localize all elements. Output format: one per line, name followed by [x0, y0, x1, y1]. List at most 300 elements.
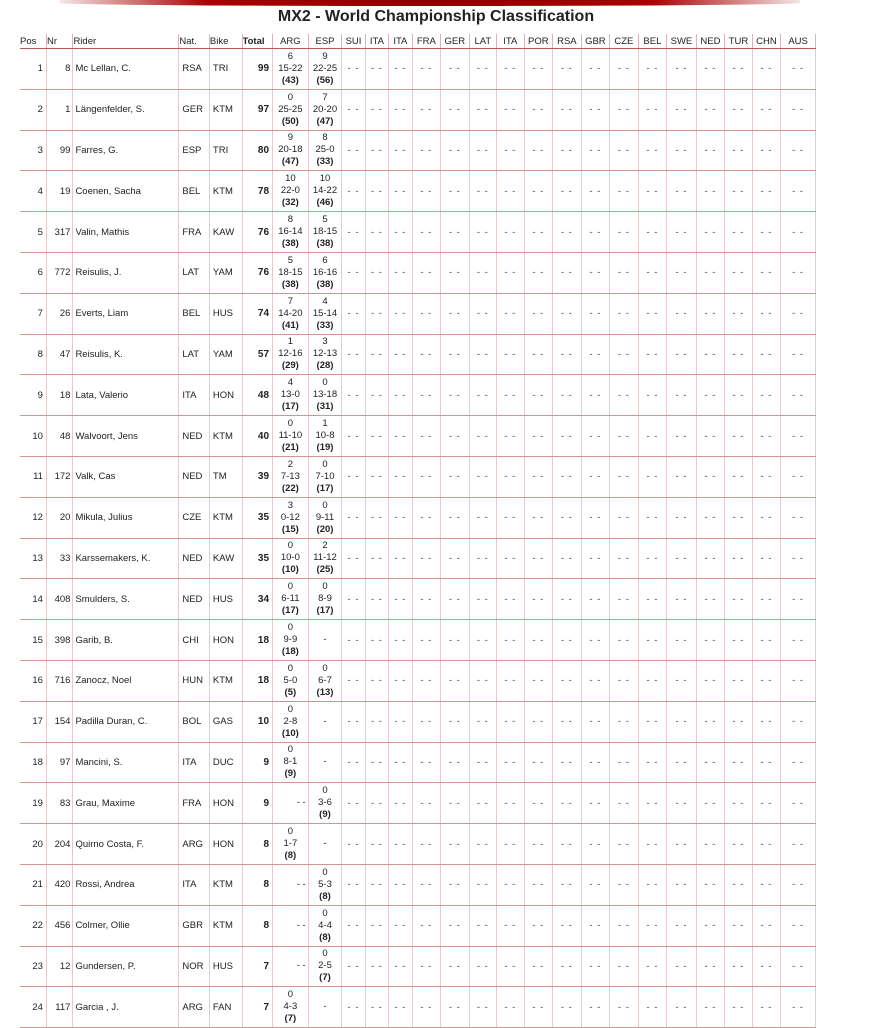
- rider-number-cell: 20: [46, 497, 72, 538]
- empty-event-cell: [524, 742, 553, 783]
- empty-mark: - -: [532, 63, 545, 75]
- empty-mark: - -: [370, 512, 383, 524]
- empty-event-cell: [524, 416, 553, 457]
- rider-name-cell: Garib, B.: [73, 620, 179, 661]
- bike-cell: HON: [209, 824, 242, 865]
- gp-position: 0: [287, 703, 294, 715]
- empty-event-cell: [497, 375, 525, 416]
- heat-scores: 9-9: [283, 634, 298, 646]
- empty-mark: - -: [448, 716, 461, 728]
- empty-mark: - -: [675, 104, 688, 116]
- total-points-cell: 8: [242, 824, 273, 865]
- empty-event-cell: [610, 252, 639, 293]
- empty-mark: - -: [760, 1001, 773, 1013]
- empty-event-cell: [553, 824, 582, 865]
- gp-position: 0: [322, 458, 328, 470]
- heat-scores: 4-3: [283, 1001, 298, 1013]
- empty-event-cell: [412, 497, 441, 538]
- rider-number-cell: 398: [46, 620, 72, 661]
- empty-event-cell: [497, 334, 525, 375]
- header-event: SWE: [667, 34, 697, 49]
- position-cell: 24: [20, 987, 46, 1028]
- empty-mark: - -: [732, 512, 745, 524]
- event-result-arg: [273, 824, 309, 865]
- empty-event-cell: [610, 334, 639, 375]
- gp-position: 0: [322, 785, 328, 797]
- empty-mark: - -: [504, 226, 517, 238]
- header-nr: Nr: [46, 34, 72, 49]
- event-result-esp: [308, 620, 342, 661]
- empty-mark: - -: [560, 185, 573, 197]
- heat-scores: 14-20: [278, 307, 303, 319]
- empty-mark: - -: [370, 797, 383, 809]
- event-result-arg: [273, 864, 309, 905]
- nationality-cell: BOL: [179, 701, 210, 742]
- empty-event-cell: [581, 538, 610, 579]
- event-points: (7): [284, 1013, 297, 1025]
- heat-scores: 6-7: [318, 674, 332, 686]
- empty-event-cell: [441, 89, 470, 130]
- empty-mark: - -: [704, 675, 717, 687]
- empty-event-cell: [752, 212, 781, 253]
- gp-position: 0: [322, 866, 328, 878]
- empty-mark: - -: [589, 348, 602, 360]
- empty-event-cell: [667, 130, 697, 171]
- empty-mark: - -: [760, 552, 773, 564]
- empty-event-cell: [781, 212, 816, 253]
- empty-mark: - -: [560, 308, 573, 320]
- empty-mark: - -: [504, 593, 517, 605]
- empty-event-cell: [389, 579, 412, 620]
- empty-event-cell: [610, 824, 639, 865]
- gp-position: 0: [322, 662, 328, 674]
- empty-event-cell: [524, 579, 553, 620]
- empty-mark: - -: [476, 920, 489, 932]
- nationality-cell: GER: [179, 89, 210, 130]
- empty-mark: - -: [476, 716, 489, 728]
- empty-mark: - -: [675, 756, 688, 768]
- total-points-cell: 18: [242, 620, 273, 661]
- heat-scores: 3-6: [318, 797, 332, 809]
- empty-event-cell: [441, 742, 470, 783]
- empty-event-cell: [342, 252, 365, 293]
- empty-mark: - -: [504, 920, 517, 932]
- bike-cell: TRI: [209, 49, 242, 90]
- empty-mark: - -: [394, 1001, 407, 1013]
- total-points-cell: 48: [242, 375, 273, 416]
- empty-mark: - -: [420, 920, 433, 932]
- position-cell: 20: [20, 824, 46, 865]
- empty-mark: - -: [448, 512, 461, 524]
- empty-event-cell: [610, 701, 639, 742]
- empty-mark: - -: [792, 267, 805, 279]
- empty-event-cell: [667, 742, 697, 783]
- empty-mark: - -: [792, 63, 805, 75]
- total-points-cell: 40: [242, 416, 273, 457]
- rider-name-cell: Walvoort, Jens: [73, 416, 179, 457]
- empty-mark: - -: [675, 226, 688, 238]
- event-result-arg: [273, 130, 309, 171]
- empty-mark: - -: [370, 185, 383, 197]
- empty-mark: - -: [448, 471, 461, 483]
- empty-event-cell: [781, 538, 816, 579]
- empty-mark: - -: [560, 104, 573, 116]
- rider-number-cell: 47: [46, 334, 72, 375]
- empty-event-cell: [725, 824, 753, 865]
- empty-event-cell: [441, 212, 470, 253]
- total-points-cell: 7: [242, 946, 273, 987]
- empty-event-cell: [725, 905, 753, 946]
- empty-event-cell: [469, 334, 497, 375]
- event-result-arg: [273, 49, 309, 90]
- event-result-arg: [273, 987, 309, 1028]
- empty-event-cell: [389, 620, 412, 661]
- header-event: SUI: [342, 34, 365, 49]
- empty-mark: - -: [760, 430, 773, 442]
- table-row: [20, 375, 816, 416]
- empty-mark: - -: [347, 308, 360, 320]
- empty-event-cell: [696, 905, 725, 946]
- empty-mark: - -: [560, 512, 573, 524]
- empty-event-cell: [781, 987, 816, 1028]
- event-points: (43): [281, 74, 299, 86]
- empty-event-cell: [638, 905, 667, 946]
- empty-mark: - -: [476, 185, 489, 197]
- empty-event-cell: [667, 497, 697, 538]
- empty-event-cell: [553, 742, 582, 783]
- empty-mark: - -: [675, 63, 688, 75]
- empty-mark: - -: [732, 471, 745, 483]
- empty-mark: - -: [617, 348, 630, 360]
- empty-mark: - -: [476, 104, 489, 116]
- empty-event-cell: [365, 456, 388, 497]
- empty-mark: - -: [420, 144, 433, 156]
- empty-event-cell: [667, 456, 697, 497]
- empty-mark: - -: [589, 185, 602, 197]
- empty-mark: - -: [394, 756, 407, 768]
- empty-event-cell: [389, 905, 412, 946]
- empty-mark: - -: [760, 716, 773, 728]
- empty-mark: - -: [732, 634, 745, 646]
- event-points: (38): [281, 278, 299, 290]
- header-brush-stroke: [60, 0, 800, 6]
- empty-mark: - -: [448, 960, 461, 972]
- empty-event-cell: [365, 905, 388, 946]
- empty-event-cell: [696, 701, 725, 742]
- empty-mark: - -: [420, 512, 433, 524]
- empty-mark: - -: [347, 879, 360, 891]
- empty-event-cell: [781, 49, 816, 90]
- heat-scores: 22-25: [312, 62, 338, 74]
- empty-event-cell: [781, 824, 816, 865]
- empty-mark: - -: [792, 144, 805, 156]
- gp-position: 4: [287, 377, 294, 389]
- table-row: [20, 171, 816, 212]
- empty-mark: - -: [792, 512, 805, 524]
- empty-mark: - -: [675, 144, 688, 156]
- empty-mark: - -: [560, 552, 573, 564]
- empty-event-cell: [497, 864, 525, 905]
- empty-mark: - -: [532, 267, 545, 279]
- empty-event-cell: [667, 987, 697, 1028]
- header-bike: Bike: [209, 34, 242, 49]
- event-points: (31): [316, 401, 334, 413]
- empty-event-cell: [752, 579, 781, 620]
- empty-event-cell: [441, 905, 470, 946]
- empty-mark: - -: [370, 430, 383, 442]
- empty-event-cell: [389, 824, 412, 865]
- heat-scores: 14-22: [312, 185, 338, 197]
- event-points: (18): [281, 646, 299, 658]
- empty-event-cell: [667, 416, 697, 457]
- empty-mark: - -: [448, 104, 461, 116]
- nationality-cell: GBR: [179, 905, 210, 946]
- gp-position: 6: [322, 254, 328, 266]
- empty-event-cell: [725, 987, 753, 1028]
- nationality-cell: LAT: [179, 334, 210, 375]
- empty-event-cell: [524, 538, 553, 579]
- empty-event-cell: [365, 864, 388, 905]
- empty-mark: - -: [617, 675, 630, 687]
- empty-mark: - -: [675, 675, 688, 687]
- empty-event-cell: [342, 89, 365, 130]
- empty-mark: - -: [420, 104, 433, 116]
- empty-event-cell: [469, 497, 497, 538]
- empty-event-cell: [638, 252, 667, 293]
- empty-event-cell: [667, 946, 697, 987]
- empty-event-cell: [412, 946, 441, 987]
- header-event: NED: [696, 34, 725, 49]
- total-points-cell: 34: [242, 579, 273, 620]
- empty-mark: - -: [448, 1001, 461, 1013]
- empty-mark: - -: [504, 267, 517, 279]
- header-nat: Nat.: [179, 34, 210, 49]
- empty-event-cell: [412, 538, 441, 579]
- empty-mark: - -: [646, 63, 659, 75]
- empty-mark: - -: [675, 308, 688, 320]
- position-cell: 17: [20, 701, 46, 742]
- empty-mark: - -: [760, 879, 773, 891]
- event-points: (15): [281, 523, 299, 535]
- empty-mark: - -: [560, 675, 573, 687]
- empty-mark: - -: [760, 226, 773, 238]
- empty-mark: - -: [560, 430, 573, 442]
- total-points-cell: 78: [242, 171, 273, 212]
- empty-event-cell: [412, 905, 441, 946]
- empty-event-cell: [497, 660, 525, 701]
- gp-position: 0: [287, 826, 294, 838]
- event-points: (20): [316, 523, 334, 535]
- position-cell: 10: [20, 416, 46, 457]
- empty-mark: - -: [370, 389, 383, 401]
- empty-mark: - -: [732, 185, 745, 197]
- rider-number-cell: 19: [46, 171, 72, 212]
- empty-event-cell: [725, 416, 753, 457]
- empty-mark: - -: [560, 471, 573, 483]
- heat-scores: 25-0: [315, 144, 335, 156]
- empty-event-cell: [497, 252, 525, 293]
- event-points: (17): [316, 605, 334, 617]
- empty-event-cell: [389, 456, 412, 497]
- empty-mark: - -: [792, 716, 805, 728]
- empty-event-cell: [752, 334, 781, 375]
- empty-mark: - -: [420, 389, 433, 401]
- empty-event-cell: [389, 497, 412, 538]
- gp-position: 6: [287, 50, 294, 62]
- empty-event-cell: [441, 49, 470, 90]
- empty-mark: - -: [617, 634, 630, 646]
- empty-mark: - -: [394, 144, 407, 156]
- empty-mark: - -: [394, 430, 407, 442]
- gp-position: 9: [287, 132, 294, 144]
- rider-name-cell: Padilla Duran, C.: [73, 701, 179, 742]
- empty-event-cell: [553, 783, 582, 824]
- empty-event-cell: [610, 579, 639, 620]
- empty-mark: - -: [504, 879, 517, 891]
- empty-mark: - -: [792, 675, 805, 687]
- empty-mark: - -: [617, 960, 630, 972]
- empty-event-cell: [342, 660, 365, 701]
- empty-mark: - -: [504, 960, 517, 972]
- empty-event-cell: [667, 171, 697, 212]
- empty-mark: - -: [646, 920, 659, 932]
- empty-mark: - -: [394, 308, 407, 320]
- empty-mark: - -: [420, 308, 433, 320]
- empty-mark: - -: [370, 960, 383, 972]
- empty-mark: - -: [646, 104, 659, 116]
- empty-event-cell: [412, 456, 441, 497]
- empty-event-cell: [389, 742, 412, 783]
- empty-event-cell: [389, 783, 412, 824]
- empty-mark: - -: [617, 756, 630, 768]
- event-result-esp: [308, 824, 342, 865]
- total-points-cell: 76: [242, 252, 273, 293]
- empty-mark: - -: [420, 552, 433, 564]
- empty-mark: - -: [589, 675, 602, 687]
- empty-event-cell: [524, 130, 553, 171]
- empty-event-cell: [469, 905, 497, 946]
- empty-mark: - -: [420, 430, 433, 442]
- empty-event-cell: [638, 375, 667, 416]
- empty-event-cell: [441, 252, 470, 293]
- empty-event-cell: [553, 864, 582, 905]
- bike-cell: KTM: [209, 660, 242, 701]
- empty-mark: - -: [532, 348, 545, 360]
- header-event: BEL: [638, 34, 667, 49]
- event-result-esp: [308, 538, 342, 579]
- rider-number-cell: 18: [46, 375, 72, 416]
- empty-event-cell: [667, 660, 697, 701]
- empty-event-cell: [389, 171, 412, 212]
- empty-mark: - -: [420, 1001, 433, 1013]
- empty-mark: - -: [448, 675, 461, 687]
- empty-event-cell: [342, 946, 365, 987]
- gp-position: 0: [287, 989, 294, 1001]
- empty-mark: - -: [504, 104, 517, 116]
- empty-mark: - -: [704, 348, 717, 360]
- empty-mark: - -: [347, 430, 360, 442]
- empty-event-cell: [638, 293, 667, 334]
- empty-event-cell: [441, 497, 470, 538]
- empty-mark: - -: [792, 185, 805, 197]
- empty-event-cell: [365, 49, 388, 90]
- rider-name-cell: Reisulis, K.: [73, 334, 179, 375]
- empty-event-cell: [696, 620, 725, 661]
- empty-event-cell: [342, 171, 365, 212]
- empty-event-cell: [752, 864, 781, 905]
- event-points: (33): [316, 156, 334, 168]
- empty-event-cell: [638, 742, 667, 783]
- nationality-cell: CZE: [179, 497, 210, 538]
- table-row: [20, 620, 816, 661]
- empty-event-cell: [441, 824, 470, 865]
- heat-scores: 18-15: [278, 266, 303, 278]
- empty-event-cell: [638, 89, 667, 130]
- rider-number-cell: 99: [46, 130, 72, 171]
- empty-event-cell: [696, 946, 725, 987]
- empty-event-cell: [524, 701, 553, 742]
- event-points: (13): [316, 686, 334, 698]
- gp-position: 5: [322, 214, 328, 226]
- empty-event-cell: [389, 49, 412, 90]
- heat-scores: 18-15: [312, 226, 338, 238]
- empty-event-cell: [365, 701, 388, 742]
- event-points: (28): [316, 360, 334, 372]
- heat-scores: 10-8: [315, 430, 335, 442]
- empty-mark: - -: [532, 552, 545, 564]
- event-result-arg: [273, 946, 309, 987]
- empty-mark: - -: [532, 185, 545, 197]
- empty-mark: - -: [476, 1001, 489, 1013]
- empty-mark: - -: [760, 144, 773, 156]
- header-event: ITA: [365, 34, 388, 49]
- empty-event-cell: [497, 538, 525, 579]
- empty-mark: - -: [704, 1001, 717, 1013]
- empty-event-cell: [497, 701, 525, 742]
- empty-mark: - -: [704, 593, 717, 605]
- empty-mark: - -: [760, 471, 773, 483]
- event-points: (46): [316, 197, 334, 209]
- empty-event-cell: [610, 987, 639, 1028]
- empty-mark: - -: [792, 552, 805, 564]
- empty-mark: - -: [370, 144, 383, 156]
- empty-event-cell: [610, 497, 639, 538]
- empty-event-cell: [725, 783, 753, 824]
- empty-mark: - -: [617, 389, 630, 401]
- empty-event-cell: [441, 783, 470, 824]
- nationality-cell: ITA: [179, 864, 210, 905]
- heat-scores: 7-10: [315, 470, 335, 482]
- header-event: GER: [441, 34, 470, 49]
- header-event: GBR: [581, 34, 610, 49]
- position-cell: 5: [20, 212, 46, 253]
- empty-event-cell: [696, 538, 725, 579]
- bike-cell: YAM: [209, 252, 242, 293]
- empty-event-cell: [781, 171, 816, 212]
- empty-event-cell: [365, 742, 388, 783]
- empty-event-cell: [610, 171, 639, 212]
- total-points-cell: 80: [242, 130, 273, 171]
- empty-event-cell: [553, 987, 582, 1028]
- empty-event-cell: [610, 293, 639, 334]
- empty-event-cell: [469, 538, 497, 579]
- empty-event-cell: [610, 416, 639, 457]
- empty-event-cell: [389, 293, 412, 334]
- empty-event-cell: [725, 212, 753, 253]
- empty-event-cell: [342, 538, 365, 579]
- event-result-esp: [308, 252, 342, 293]
- empty-event-cell: [667, 824, 697, 865]
